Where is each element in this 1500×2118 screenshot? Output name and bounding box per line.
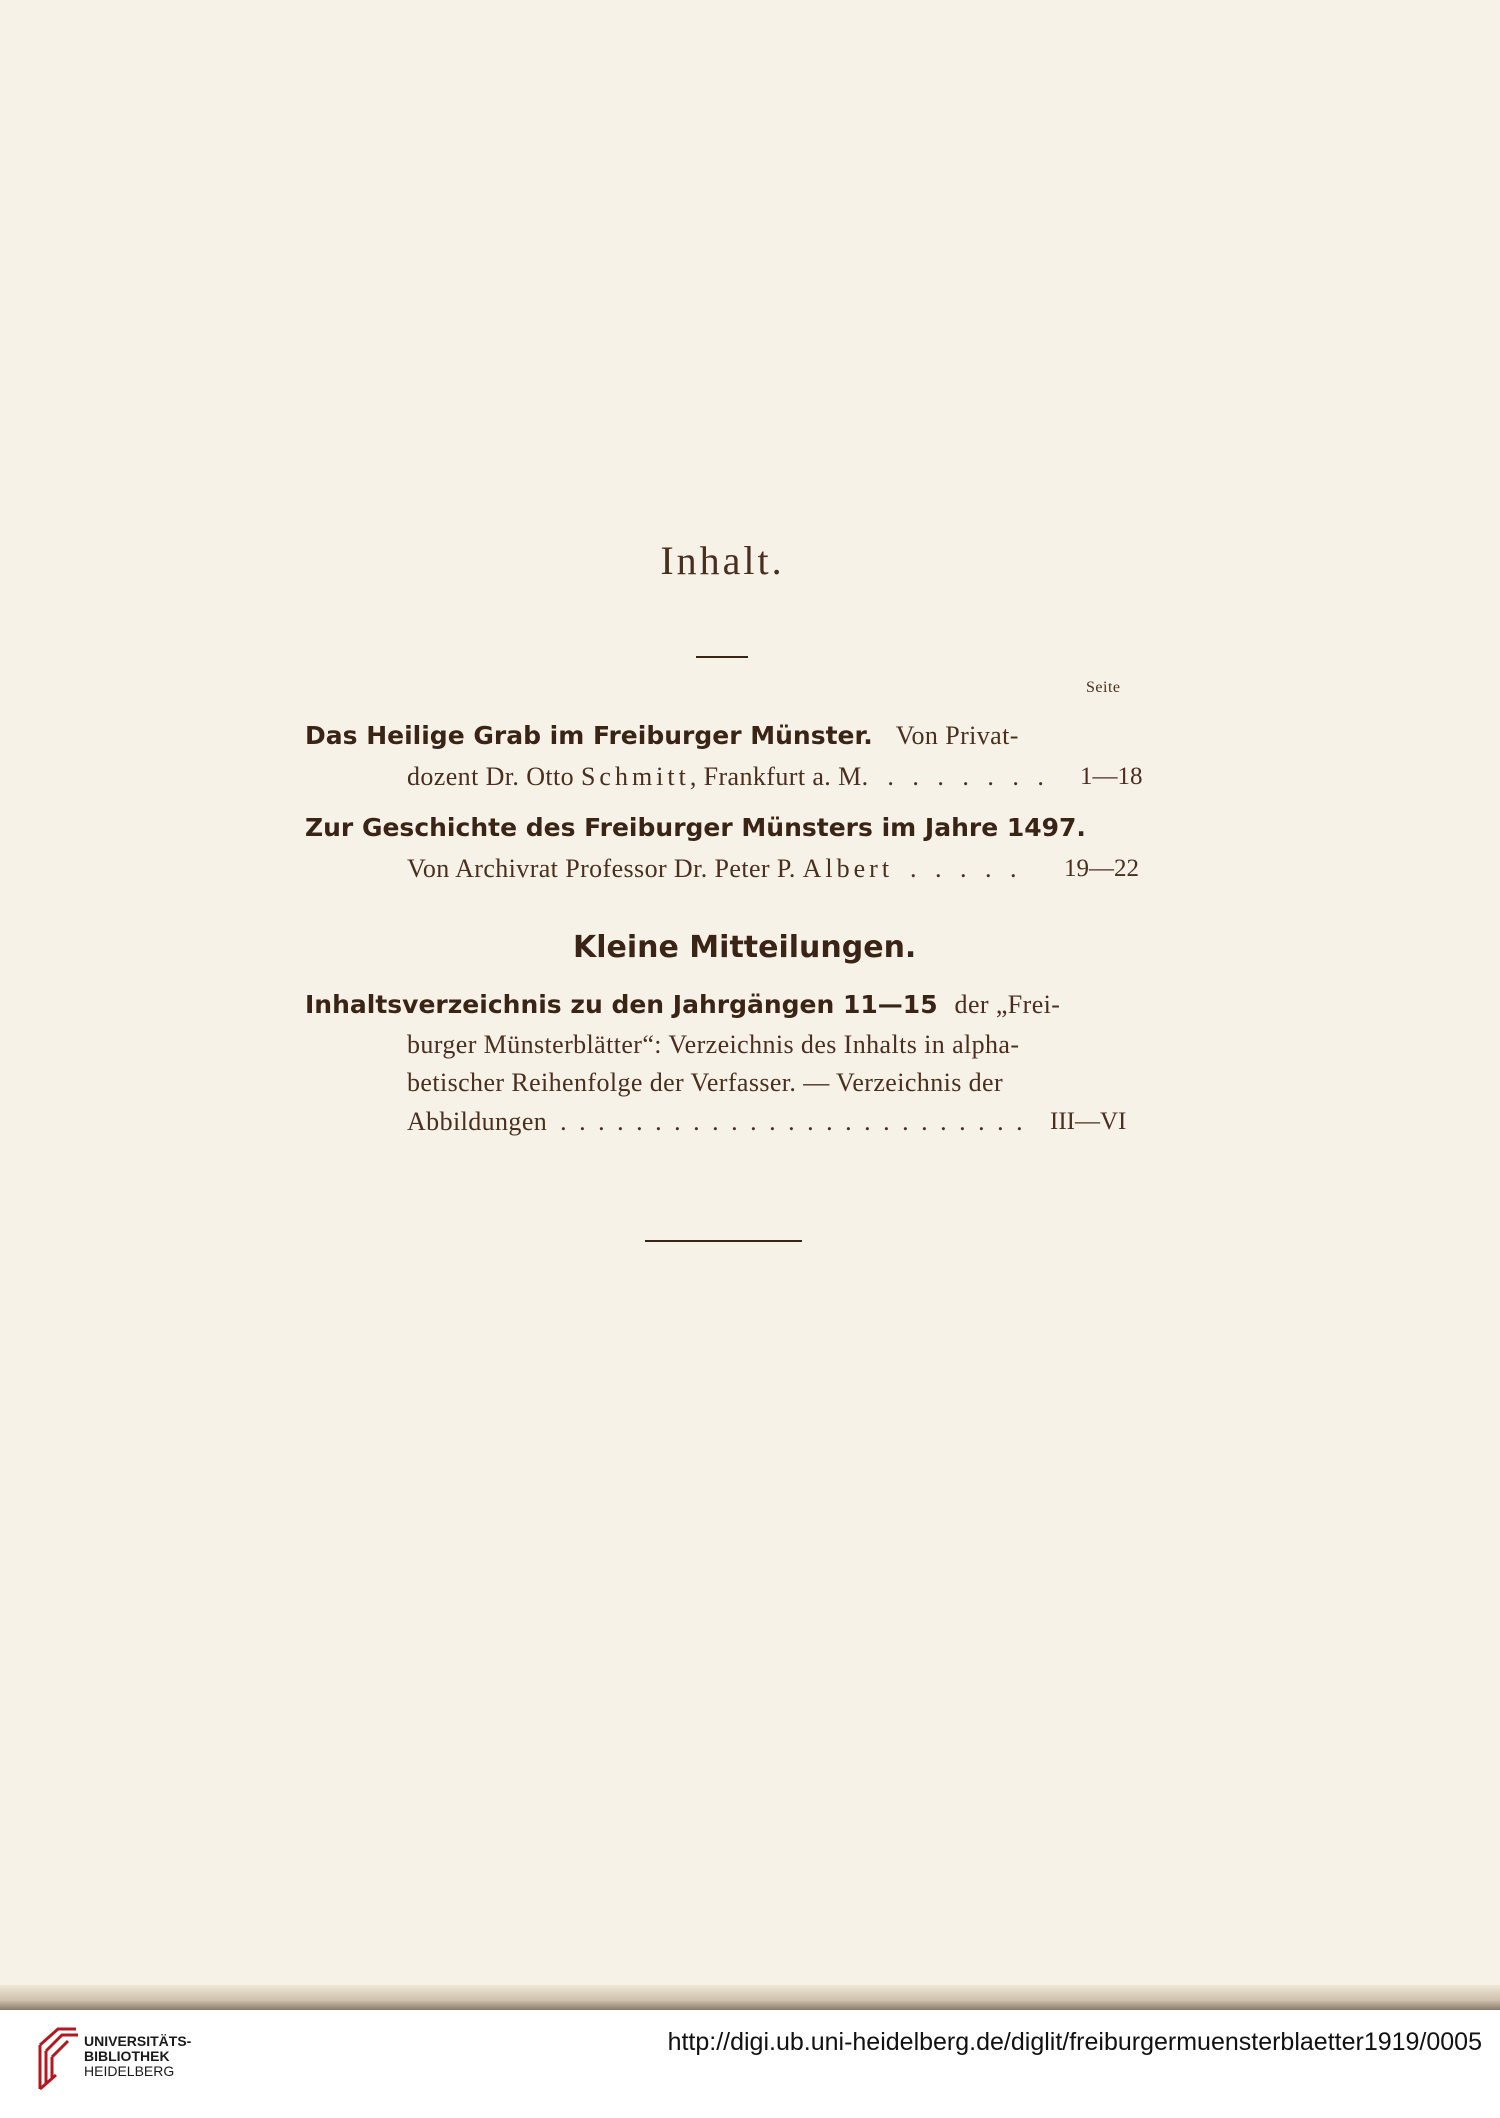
- library-name-line-2: BIBLIOTHEK: [84, 2048, 170, 2064]
- toc-entry-3-line-1: [305, 989, 1060, 1021]
- title-divider: [696, 656, 748, 658]
- toc-entry-2-pages: 19—22: [1064, 855, 1139, 882]
- toc-entry-1-author-suffix: , Frankfurt a. M.: [689, 762, 869, 791]
- toc-entry-2-author-name: Albert: [802, 854, 894, 883]
- library-name: [84, 2034, 191, 2079]
- toc-entry-3-continuation: Abbildungen: [407, 1107, 548, 1136]
- section-heading: Kleine Mitteilungen.: [573, 930, 917, 965]
- toc-entry-3-pages: III—VI: [1050, 1108, 1127, 1135]
- toc-entry-1-title-tail: Von Privat-: [895, 721, 1019, 750]
- toc-entry-3-line-2: burger Münsterblätter“: Verzeichnis des Inhalts in alpha-: [407, 1030, 1020, 1059]
- toc-entry-1-title: Das Heilige Grab im Freiburger Münster.: [305, 721, 873, 750]
- closing-divider: [645, 1240, 802, 1242]
- toc-entry-1-author-prefix: dozent Dr. Otto: [407, 762, 575, 791]
- toc-entry-1-leader-dots: . . . . . . .: [887, 762, 1050, 791]
- toc-entry-1-line-1: [305, 720, 1019, 752]
- page-edge-shadow: [0, 1985, 1500, 2010]
- toc-entry-3-line-4: [407, 1106, 1026, 1138]
- toc-entry-3-title: Inhaltsverzeichnis zu den Jahrgängen 11—15: [305, 990, 938, 1019]
- toc-entry-1-author-name: Schmitt: [580, 762, 690, 791]
- page-column-label: Seite: [1086, 679, 1121, 696]
- permalink-url[interactable]: http://digi.ub.uni-heidelberg.de/diglit/freiburgermuensterblaetter1919/0005: [667, 2028, 1482, 2056]
- library-name-line-3: HEIDELBERG: [84, 2063, 175, 2079]
- toc-entry-3-leader-dots: . . . . . . . . . . . . . . . . . . . . . . . . .: [560, 1107, 1026, 1136]
- library-name-line-1: UNIVERSITÄTS-: [84, 2033, 192, 2049]
- viewer-footer: [0, 2010, 1500, 2118]
- toc-entry-1-line-2: [407, 761, 1050, 793]
- toc-entry-2-line-1: [305, 812, 1086, 844]
- toc-entry-1-pages: 1—18: [1080, 763, 1143, 790]
- library-logo-icon: [36, 2023, 82, 2098]
- toc-entry-3-line-3: betischer Reihenfolge der Verfasser. — Verzeichnis der: [407, 1068, 1004, 1097]
- page-title: Inhalt.: [660, 538, 785, 583]
- toc-entry-2-title: Zur Geschichte des Freiburger Münsters im Jahre 1497.: [305, 813, 1086, 842]
- toc-entry-2-author-prefix: Von Archivrat Professor Dr. Peter P.: [407, 854, 796, 883]
- toc-entry-3-title-tail: der „Frei-: [954, 990, 1061, 1019]
- toc-entry-2-line-2: [407, 853, 1022, 885]
- toc-entry-2-leader-dots: . . . . .: [909, 854, 1023, 883]
